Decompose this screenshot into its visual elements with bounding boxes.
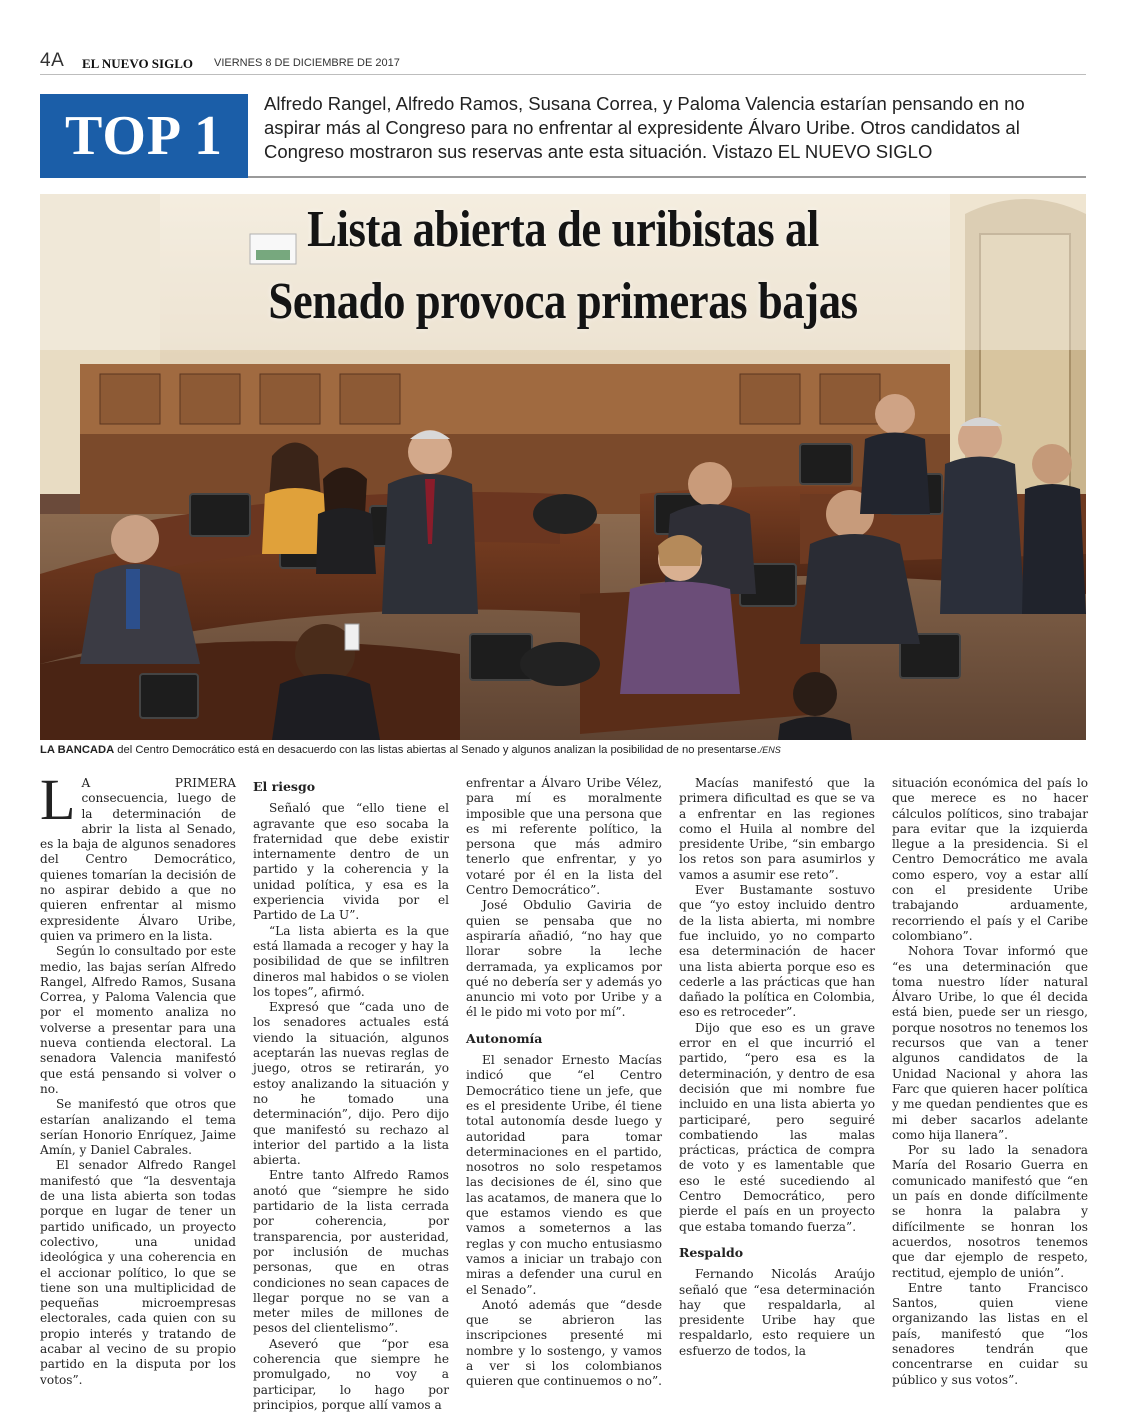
article-paragraph: Señaló que “ello tiene el agravante que eso socaba la fraternidad que debe existir internamente dentro de un partido y la coherencia y la unidad política, y esa es la experiencia vivida por el Partido de La U”.	[253, 801, 449, 923]
article-paragraph: Nohora Tovar informó que “es una determinación que toma nuestro líder natural Álvaro Uribe, lo que él decida está bien, puede ser un riesgo, porque nosotros no tenemos los recursos que van a tener algunos candidatos de la Unidad Nacional y ahora las Farc que quieren hacer política y me quedan pendientes que es mi deber sacarlos adelante como hija llanera”.	[892, 944, 1088, 1142]
folio-line	[40, 48, 1086, 75]
photo-credit: /ENS	[759, 745, 781, 755]
article-column-2	[253, 776, 449, 1413]
article-paragraph: El senador Ernesto Macías indicó que “el Centro Democrático tiene un jefe, que es el presidente Uribe, él tiene total autonomía desde luego y autoridad para tomar determinaciones en el partido, nosotros no solo respetamos las decisiones de él, sino que las acatamos, de manera que lo que estamos viendo es que vamos a someternos a las reglas y con mucho entusiasmo vamos a iniciar un trabajo con miras a defender una curul en el Senado”.	[466, 1053, 662, 1297]
article-column-1	[40, 767, 236, 1388]
headline-line-2: Senado provoca primeras bajas	[268, 273, 858, 330]
article-paragraph: “La lista abierta es la que está llamada a recoger y hay la posibilidad de que se infiltren dineros mal habidos o se violen los topes”, afirmó.	[253, 923, 449, 999]
article-paragraph: Entre tanto Francisco Santos, quien viene organizando las listas en el país, manifestó que “los senadores tendrán que concentrarse en cuidar su público y sus votos”.	[892, 1280, 1088, 1387]
top-divider	[248, 176, 1086, 178]
headline-line-1: Lista abierta de uribistas al	[307, 201, 819, 258]
article-paragraph: Según lo consultado por este medio, las bajas serían Alfredo Rangel, Alfredo Ramos, Susana Correa, y Paloma Valencia que por el momento analiza no volverse a presentar para una nueva contienda electoral. La senadora Valencia manifestó que está pensando si volver o no.	[40, 944, 236, 1096]
subhead-respaldo: Respaldo	[679, 1244, 744, 1260]
article-column-3	[466, 776, 662, 1390]
article-paragraph: José Obdulio Gaviria de quien se pensaba que no aspiraría añadió, “no hay que llorar sobre la leche derramada, ya explicamos por qué no debería ser y además yo anuncio mi voto por Uribe y a él le pido mi voto por mí”.	[466, 898, 662, 1020]
page-number: 4A	[40, 50, 65, 71]
subhead-el-riesgo: El riesgo	[253, 779, 316, 794]
top-badge-label: TOP 1	[64, 105, 223, 167]
top-badge	[40, 94, 248, 178]
article-paragraph: Anotó además que “desde que se abrieron las inscripciones presenté mi nombre y lo sostengo, y vamos a ver si los colombianos quieren que continuemos o no”.	[466, 1297, 662, 1389]
article-column-4	[679, 776, 875, 1359]
drop-cap: L	[40, 767, 76, 832]
article-paragraph: Aseveró que “por esa coherencia que siempre he promulgado, no voy a participar, lo hago por principios, porque allí vamos a	[253, 1336, 449, 1412]
article-paragraph: enfrentar a Álvaro Uribe Vélez, para mí es moralmente imposible que una persona que es mi referente político, la persona que más admiro tenerlo que enfrentar, y yo votaré por él en la lista del Centro Democrático”.	[466, 776, 662, 898]
article-paragraph: Se manifestó que otros que estarían analizando el tema serían Honorio Enríquez, Jaime Amín, y Daniel Cabrales.	[40, 1097, 236, 1158]
top-summary: Alfredo Rangel, Alfredo Ramos, Susana Correa, y Paloma Valencia estarían pensando en no aspirar más al Congreso para no enfrentar al expresidente Álvaro Uribe. Otros candidatos al Congreso mostraron sus reservas ante esta situación. Vistazo EL NUEVO SIGLO	[264, 93, 1025, 162]
issue-date: VIERNES 8 DE DICIEMBRE DE 2017	[214, 57, 400, 69]
photo-caption	[40, 744, 1086, 756]
newspaper-name: EL NUEVO SIGLO	[82, 56, 193, 71]
article-paragraph: Fernando Nicolás Araújo señaló que “esa determinación hay que respaldarla, al presidente Uribe hay que respaldarlo, esto requiere un esfuerzo de todos, la	[679, 1267, 875, 1358]
caption-lead: LA BANCADA	[40, 744, 115, 756]
article-paragraph: Macías manifestó que la primera dificultad es que se va a enfrentar en las regiones como el Huila al nombre del presidente Uribe, “sin embargo los retos son para asumirlos y vamos a asumir ese reto”.	[679, 776, 875, 882]
headline	[40, 194, 1086, 350]
senate-photo	[40, 194, 1086, 740]
article-paragraph: Dijo que eso es un grave error en el que incurrió el partido, “pero esa es la determinación, y dentro de esa decisión que mi nombre fue incluido en una lista abierta yo participaré, pero seguiré combatiendo las malas prácticas, práctica de compra de voto y es lamentable que eso le esté sucediendo al Centro Democrático, pero pierde el país en un proyecto que estaba tomando fuerza”.	[679, 1020, 875, 1234]
article-paragraph: Ever Bustamante sostuvo que “yo estoy incluido dentro de la lista abierta, mi nombre fue incluido, yo no comparto esa determinación de hacer una lista abierta porque eso es cederle a las prácticas que han dañado la política en Colombia, eso es retroceder”.	[679, 883, 875, 1020]
article-paragraph: L A PRIMERA consecuencia, luego de la determinación de abrir la lista al Senado, es la baja de algunos senadores del Centro Democrático, quienes tomarían la decisión de no aspirar debido a que no quieren enfrentar al mismo expresidente Álvaro Uribe, quien va primero en la lista.	[40, 767, 236, 943]
subhead-autonomia: Autonomía	[466, 1030, 543, 1046]
caption-text: del Centro Democrático está en desacuerdo con las listas abiertas al Senado y algunos analizan la posibilidad de no presentarse.	[114, 744, 760, 756]
article-paragraph: Expresó que “cada uno de los senadores actuales está viendo la situación, algunos aceptarán las nuevas reglas de juego, otros se retirarán, yo estoy analizando la situación y no he tomado una determinación”, dijo. Pero dijo que manifestó su rechazo al interior del partido a la lista abierta.	[253, 1000, 449, 1168]
article-paragraph: Por su lado la senadora María del Rosario Guerra en comunicado manifestó que “en un país en donde difícilmente se honra la palabra y difícilmente se honran los acuerdos, nosotros tenemos que dar ejemplo de respeto, rectitud, ejemplo de unión”.	[892, 1143, 1088, 1280]
article-body	[40, 767, 1088, 1412]
article-paragraph: situación económica del país lo que merece es no hacer cálculos políticos, sino trabajar para evitar que la izquierda llegue a la presidencia. Si el Centro Democrático me avala como espero, voy a estar allí con el presidente Uribe trabajando arduamente, recorriendo el país y el Caribe colombiano”.	[892, 776, 1088, 943]
article-column-5	[892, 776, 1088, 1388]
article-paragraph: El senador Alfredo Rangel manifestó que “la desventaja de una lista abierta son todas porque en lugar de tener un partido unificado, un proyecto colectivo, una unidad ideológica y una coherencia en el accionar político, lo que se tiene son una multiplicidad de pequeñas microempresas electorales, cada quien con su propio interés y tratando de acabar al vecino de su propio partido en la disputa por los votos”.	[40, 1158, 236, 1387]
article-paragraph: Entre tanto Alfredo Ramos anotó que “siempre he sido partidario de la lista cerrada por coherencia, por transparencia, por austeridad, por inclusión de muchas personas, que en otras condiciones no sean capaces de llegar porque no se van a meter miles de millones de pesos del clientelismo”.	[253, 1168, 449, 1336]
